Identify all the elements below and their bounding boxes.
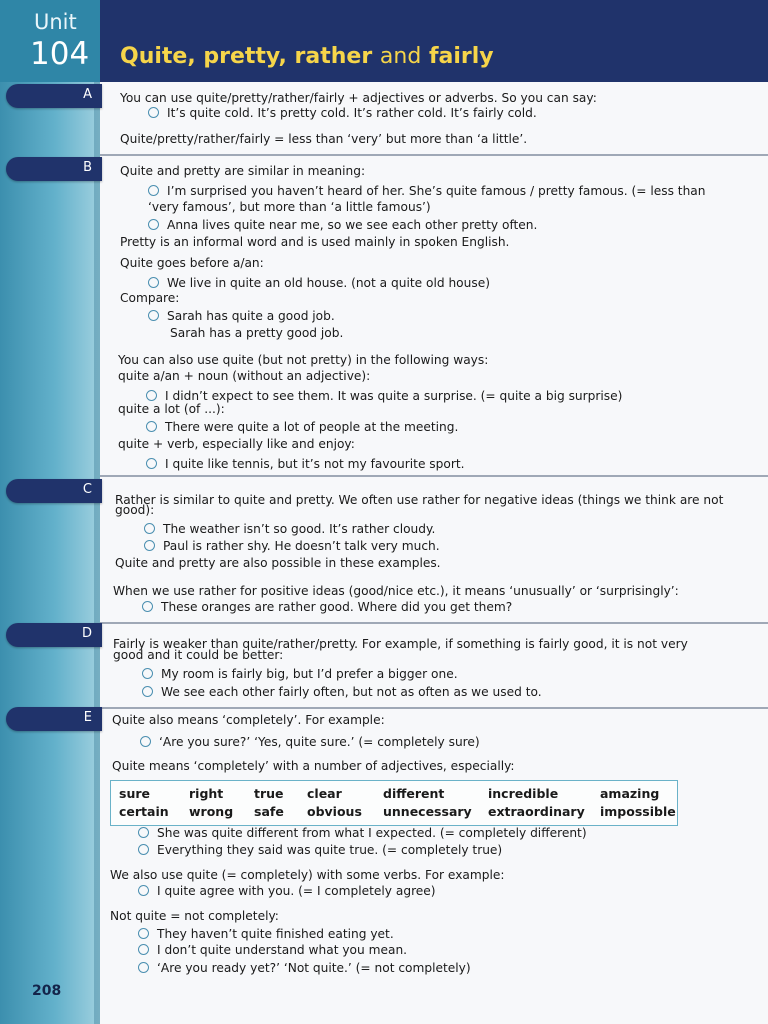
adjective-word: wrong	[189, 804, 234, 819]
example-bullet-icon	[148, 310, 159, 321]
section-divider	[100, 622, 768, 624]
text-line: good):	[115, 503, 155, 517]
text-line: We also use quite (= completely) with some verbs. For example:	[110, 868, 505, 882]
page-number: 208	[32, 983, 62, 999]
adjective-word: extraordinary	[488, 804, 585, 819]
text-line: Sarah has a pretty good job.	[170, 326, 344, 340]
example-line: ‘Are you ready yet?’ ‘Not quite.’ (= not completely)	[138, 961, 471, 976]
example-bullet-icon	[138, 944, 149, 955]
adjective-word: amazing	[600, 786, 660, 801]
example-bullet-icon	[146, 390, 157, 401]
section-tab-a: A	[6, 84, 102, 108]
adjective-word: safe	[254, 804, 284, 819]
adjective-column	[254, 785, 284, 821]
text-line: quite + verb, especially like and enjoy:	[118, 437, 355, 451]
section-tab-e: E	[6, 707, 102, 731]
section-tab-c: C	[6, 479, 102, 503]
title-bar	[100, 0, 768, 82]
example-line: It’s quite cold. It’s pretty cold. It’s rather cold. It’s fairly cold.	[148, 106, 537, 121]
example-bullet-icon	[138, 844, 149, 855]
example-line: We see each other fairly often, but not as often as we used to.	[142, 685, 542, 700]
section-divider	[100, 707, 768, 709]
example-bullet-icon	[146, 458, 157, 469]
example-bullet-icon	[146, 421, 157, 432]
text-line: Quite/pretty/rather/fairly = less than ‘very’ but more than ‘a little’.	[120, 132, 528, 146]
adjective-column	[189, 785, 233, 821]
example-bullet-icon	[142, 686, 153, 697]
text-line: Quite and pretty are similar in meaning:	[120, 164, 366, 178]
adjective-word: unnecessary	[383, 804, 472, 819]
adjective-word: different	[383, 786, 445, 801]
example-line: ‘Are you sure?’ ‘Yes, quite sure.’ (= completely sure)	[140, 735, 480, 750]
example-bullet-icon	[148, 277, 159, 288]
example-line: We live in quite an old house. (not a quite old house)	[148, 276, 490, 291]
example-line: There were quite a lot of people at the meeting.	[146, 420, 458, 435]
unit-badge	[0, 0, 108, 82]
left-sidebar	[0, 0, 100, 1024]
example-line: Sarah has quite a good job.	[148, 309, 335, 324]
example-bullet-icon	[142, 601, 153, 612]
adjective-word: clear	[307, 786, 342, 801]
section-tab-d: D	[6, 623, 102, 647]
text-line: quite a/an + noun (without an adjective):	[118, 369, 371, 383]
section-divider	[100, 475, 768, 477]
unit-number: 104	[30, 36, 90, 72]
example-line: The weather isn’t so good. It’s rather cloudy.	[144, 522, 435, 537]
example-bullet-icon	[138, 885, 149, 896]
example-bullet-icon	[140, 736, 151, 747]
example-bullet-icon	[142, 668, 153, 679]
example-line: I didn’t expect to see them. It was quite a surprise. (= quite a big surprise)	[146, 389, 622, 404]
adjective-word: impossible	[600, 804, 676, 819]
adjective-word: certain	[119, 804, 169, 819]
example-line: Paul is rather shy. He doesn’t talk very much.	[144, 539, 440, 554]
text-line: Pretty is an informal word and is used mainly in spoken English.	[120, 235, 510, 249]
example-line: My room is fairly big, but I’d prefer a bigger one.	[142, 667, 458, 682]
text-line: Fairly is weaker than quite/rather/pretty. For example, if something is fairly good, it is not very	[113, 637, 688, 651]
text-line: Quite also means ‘completely’. For example:	[112, 713, 385, 727]
example-line: They haven’t quite finished eating yet.	[138, 927, 394, 942]
text-line: You can also use quite (but not pretty) in the following ways:	[118, 353, 489, 367]
text-line: Quite goes before a/an:	[120, 256, 264, 270]
adjective-column	[383, 785, 472, 821]
text-line: Quite means ‘completely’ with a number of adjectives, especially:	[112, 759, 515, 773]
text-line: When we use rather for positive ideas (good/nice etc.), it means ‘unusually’ or ‘surprisingly’:	[113, 584, 679, 598]
adjective-word: obvious	[307, 804, 362, 819]
text-line: Rather is similar to quite and pretty. We often use rather for negative ideas (things we think are not	[115, 493, 724, 507]
text-line: You can use quite/pretty/rather/fairly + adjectives or adverbs. So you can say:	[120, 91, 597, 105]
example-line: I don’t quite understand what you mean.	[138, 943, 407, 958]
text-line: good and it could be better:	[113, 648, 284, 662]
text-line: Quite and pretty are also possible in these examples.	[115, 556, 441, 570]
section-tab-b: B	[6, 157, 102, 181]
text-line: ‘very famous’, but more than ‘a little famous’)	[148, 200, 431, 214]
adjective-word: true	[254, 786, 284, 801]
example-bullet-icon	[148, 185, 159, 196]
example-bullet-icon	[138, 827, 149, 838]
example-bullet-icon	[138, 962, 149, 973]
example-line: I quite agree with you. (= I completely agree)	[138, 884, 436, 899]
example-bullet-icon	[144, 523, 155, 534]
unit-label: Unit	[34, 10, 77, 34]
text-line: quite a lot (of ...):	[118, 402, 225, 416]
example-line: Anna lives quite near me, so we see each other pretty often.	[148, 218, 537, 233]
example-bullet-icon	[138, 928, 149, 939]
adjective-column	[488, 785, 585, 821]
page-title: Quite, pretty, rather and fairly	[120, 44, 494, 69]
adjective-table	[110, 780, 678, 826]
section-divider	[100, 154, 768, 156]
example-line: She was quite different from what I expected. (= completely different)	[138, 826, 587, 841]
adjective-word: sure	[119, 786, 150, 801]
example-bullet-icon	[144, 540, 155, 551]
example-line: I quite like tennis, but it’s not my favourite sport.	[146, 457, 465, 472]
adjective-column	[600, 785, 676, 821]
adjective-word: right	[189, 786, 224, 801]
example-line: These oranges are rather good. Where did you get them?	[142, 600, 512, 615]
text-line: Compare:	[120, 291, 180, 305]
example-line: I’m surprised you haven’t heard of her. She’s quite famous / pretty famous. (= less than	[148, 184, 706, 199]
example-line: Everything they said was quite true. (= completely true)	[138, 843, 502, 858]
adjective-word: incredible	[488, 786, 559, 801]
example-bullet-icon	[148, 107, 159, 118]
example-bullet-icon	[148, 219, 159, 230]
text-line: Not quite = not completely:	[110, 909, 279, 923]
adjective-column	[119, 785, 169, 821]
adjective-column	[307, 785, 362, 821]
